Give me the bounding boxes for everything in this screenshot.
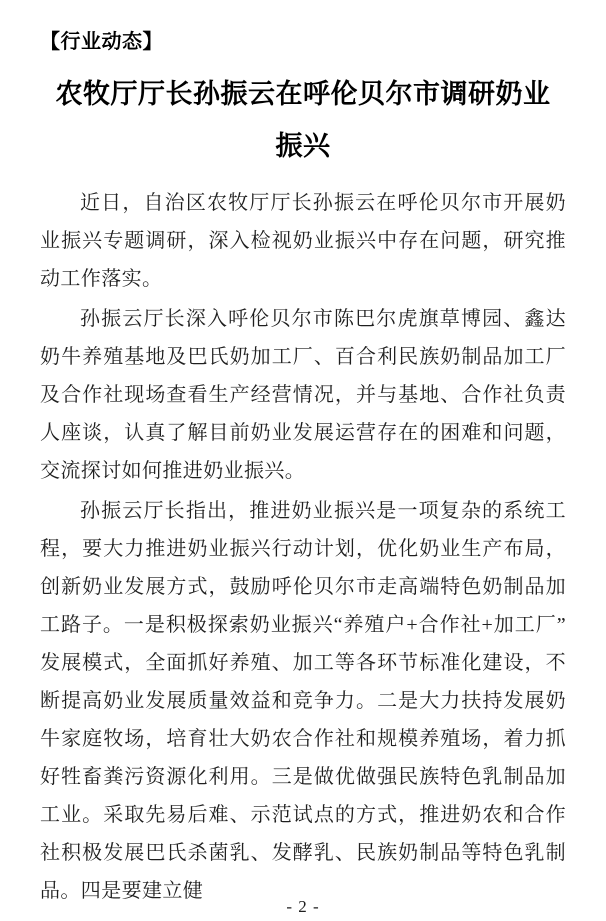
article-title-line-2: 振兴	[275, 131, 331, 161]
paragraph-3: 孙振云厅长指出，推进奶业振兴是一项复杂的系统工程，要大力推进奶业振兴行动计划，优化奶业生产布局，创新奶业发展方式，鼓励呼伦贝尔市走高端特色奶制品加工路子。一是积极探索奶业振兴“养殖户+合作社+加工厂”发展模式，全面抓好养殖、加工等各环节标准化建设，不断提高奶业发展质量效益和竞争力。二是大力扶持发展奶牛家庭牧场，培育壮大奶农合作社和规模养殖场，着力抓好牲畜粪污资源化利用。三是做优做强民族特色乳制品加工业。采取先易后难、示范试点的方式，推进奶农和合作社积极发展巴氏杀菌乳、发酵乳、民族奶制品等特色乳制品。四是要建立健	[40, 500, 566, 902]
article-body	[40, 184, 566, 910]
paragraph-2: 孙振云厅长深入呼伦贝尔市陈巴尔虎旗草博园、鑫达奶牛养殖基地及巴氏奶加工厂、百合利民族奶制品加工厂及合作社现场查看生产经营情况，并与基地、合作社负责人座谈，认真了解目前奶业发展运营存在的困难和问题，交流探讨如何推进奶业振兴。	[40, 308, 566, 482]
article-title-line-1: 农牧厅厅长孙振云在呼伦贝尔市调研奶业	[55, 79, 551, 109]
paragraph-1: 近日，自治区农牧厅厅长孙振云在呼伦贝尔市开展奶业振兴专题调研，深入检视奶业振兴中存在问题，研究推动工作落实。	[40, 192, 566, 290]
article-title	[46, 68, 560, 172]
section-header: 【行业动态】	[40, 31, 163, 53]
page-number: - 2 -	[286, 897, 320, 916]
